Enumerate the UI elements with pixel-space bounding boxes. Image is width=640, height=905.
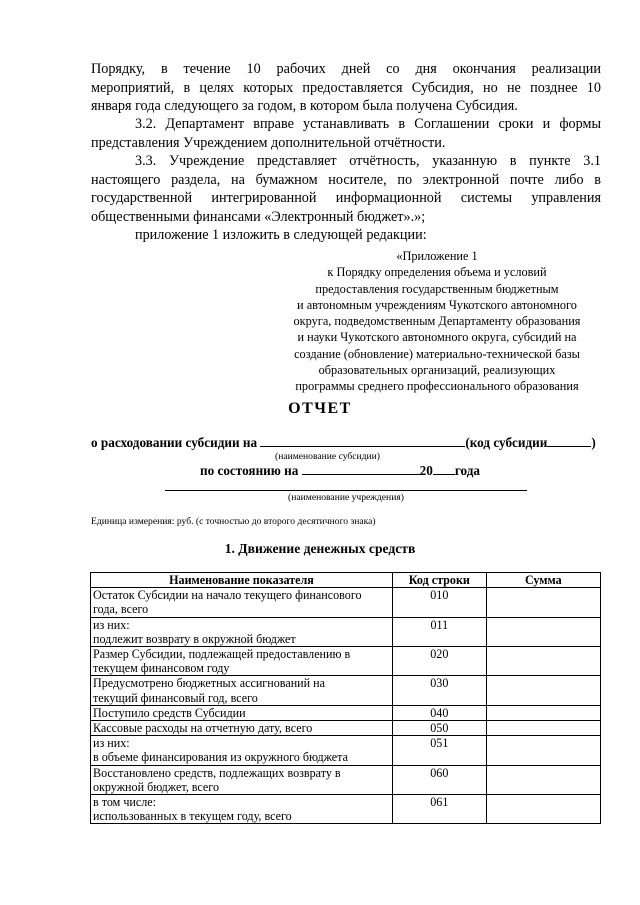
institution-blank[interactable]: [165, 490, 527, 491]
row-sum-cell[interactable]: [486, 647, 600, 676]
subsidy-label: о расходовании субсидии на: [91, 435, 258, 450]
as-of-date-blank[interactable]: [302, 462, 420, 475]
cash-flow-table: [90, 572, 601, 824]
paragraph-line: представления Учреждением дополнительной отчётности.: [91, 134, 446, 151]
row-code: 030: [392, 676, 486, 705]
row-name: [91, 765, 393, 794]
row-name: [91, 705, 393, 720]
report-title: ОТЧЕТ: [288, 400, 352, 417]
as-of-line: [200, 462, 480, 479]
paragraph-line: января года следующего за годом, в котором была получена Субсидия.: [91, 98, 518, 114]
header-sum: Сумма: [486, 573, 600, 588]
table-row: [91, 588, 601, 617]
table-row: [91, 705, 601, 720]
appendix-caption: [272, 248, 602, 395]
row-name-line: из них:: [93, 736, 130, 751]
appendix-line: образовательных организаций, реализующих: [318, 363, 556, 378]
appendix-line: «Приложение 1: [396, 249, 478, 263]
row-name-line: подлежит возврату в окружной бюджет: [93, 631, 296, 646]
paragraph-line: мероприятий, в целях которых предоставляется Субсидия, но не позднее 10: [91, 79, 601, 96]
appendix-line: и автономным учреждениям Чукотского автономного: [297, 297, 577, 312]
row-sum-cell[interactable]: [486, 736, 600, 765]
row-name-line: Кассовые расходы на отчетную дату, всего: [93, 721, 313, 736]
unit-note: Единица измерения: руб. (с точностью до второго десятичного знака): [91, 516, 376, 527]
row-name-line: текущий финансовый год, всего: [93, 690, 258, 705]
paragraph-3-2: [91, 115, 601, 152]
appendix-line: и науки Чукотского автономного округа, субсидий на: [297, 330, 577, 345]
subsidy-code-close: ): [591, 435, 596, 450]
appendix-line: к Порядку определения объема и условий: [327, 265, 547, 280]
row-name-line: окружной бюджет, всего: [93, 779, 220, 794]
row-name: [91, 795, 393, 824]
paragraph-1: [91, 60, 601, 116]
paragraph-line: 3.3. Учреждение представляет отчётность, указанную в пункте 3.1: [135, 153, 601, 169]
appendix-line: создание (обновление) материально-технической базы: [294, 346, 580, 361]
row-sum-cell[interactable]: [486, 617, 600, 646]
as-of-year-prefix: 20: [419, 463, 433, 478]
row-sum-cell[interactable]: [486, 705, 600, 720]
subsidy-code-label: (код субсидии: [465, 435, 548, 450]
subsidy-line: [91, 434, 596, 451]
row-name: [91, 647, 393, 676]
row-name: [91, 588, 393, 617]
row-name: [91, 736, 393, 765]
row-name-line: года, всего: [93, 602, 149, 617]
row-code: 040: [392, 705, 486, 720]
subsidy-name-blank[interactable]: [260, 434, 465, 447]
row-name: [91, 617, 393, 646]
row-code: 011: [392, 617, 486, 646]
row-name-line: использованных в текущем году, всего: [93, 809, 292, 824]
as-of-label: по состоянию на: [200, 463, 299, 478]
table-row: [91, 617, 601, 646]
row-code: 020: [392, 647, 486, 676]
institution-hint: (наименование учреждения): [288, 492, 404, 503]
row-name-line: в том числе:: [93, 795, 157, 810]
row-name: [91, 721, 393, 736]
table-row: [91, 721, 601, 736]
as-of-year-blank[interactable]: [433, 462, 455, 475]
subsidy-code-blank[interactable]: [547, 434, 591, 447]
appendix-line: программы среднего профессионального образования: [295, 379, 579, 394]
paragraph-3-3: [91, 152, 601, 226]
paragraph-line: 3.2. Департамент вправе устанавливать в Соглашении сроки и формы: [135, 116, 601, 132]
table-row: [91, 736, 601, 765]
row-name: [91, 676, 393, 705]
appendix-line: предоставления государственным бюджетным: [315, 281, 559, 296]
table-row: [91, 647, 601, 676]
table-row: [91, 765, 601, 794]
row-name-line: Восстановлено средств, подлежащих возврату в: [93, 765, 341, 780]
row-code: 051: [392, 736, 486, 765]
row-sum-cell[interactable]: [486, 795, 600, 824]
paragraph-line: приложение 1 изложить в следующей редакции:: [135, 227, 427, 243]
table-header-row: [91, 573, 601, 588]
as-of-year-label: года: [454, 463, 480, 478]
paragraph-line: настоящего раздела, на бумажном носителе, по электронной почте либо в: [91, 171, 601, 188]
row-sum-cell[interactable]: [486, 676, 600, 705]
paragraph-line: общественными финансами «Электронный бюджет».»;: [91, 208, 426, 225]
row-code: 050: [392, 721, 486, 736]
row-name-line: Остаток Субсидии на начало текущего финансового: [93, 588, 362, 603]
section-1-title: 1. Движение денежных средств: [224, 541, 416, 556]
header-indicator: Наименование показателя: [91, 573, 393, 588]
paragraph-line: Порядку, в течение 10 рабочих дней со дня окончания реализации: [91, 61, 601, 77]
row-name-line: текущем финансовом году: [93, 661, 230, 676]
subsidy-name-hint: (наименование субсидии): [275, 451, 380, 462]
row-name-line: из них:: [93, 617, 130, 632]
paragraph-appendix-intro: [91, 226, 601, 245]
row-sum-cell[interactable]: [486, 721, 600, 736]
row-name-line: в объеме финансирования из окружного бюджета: [93, 750, 348, 765]
row-sum-cell[interactable]: [486, 588, 600, 617]
row-code: 061: [392, 795, 486, 824]
table-row: [91, 795, 601, 824]
row-code: 010: [392, 588, 486, 617]
row-name-line: Размер Субсидии, подлежащей предоставлению в: [93, 647, 351, 662]
header-code: Код строки: [392, 573, 486, 588]
row-name-line: Поступило средств Субсидии: [93, 705, 246, 720]
table-row: [91, 676, 601, 705]
appendix-line: округа, подведомственным Департаменту образования: [293, 314, 581, 329]
row-name-line: Предусмотрено бюджетных ассигнований на: [93, 676, 325, 691]
paragraph-line: государственной интегрированной информационной системы управления: [91, 190, 601, 206]
row-code: 060: [392, 765, 486, 794]
row-sum-cell[interactable]: [486, 765, 600, 794]
